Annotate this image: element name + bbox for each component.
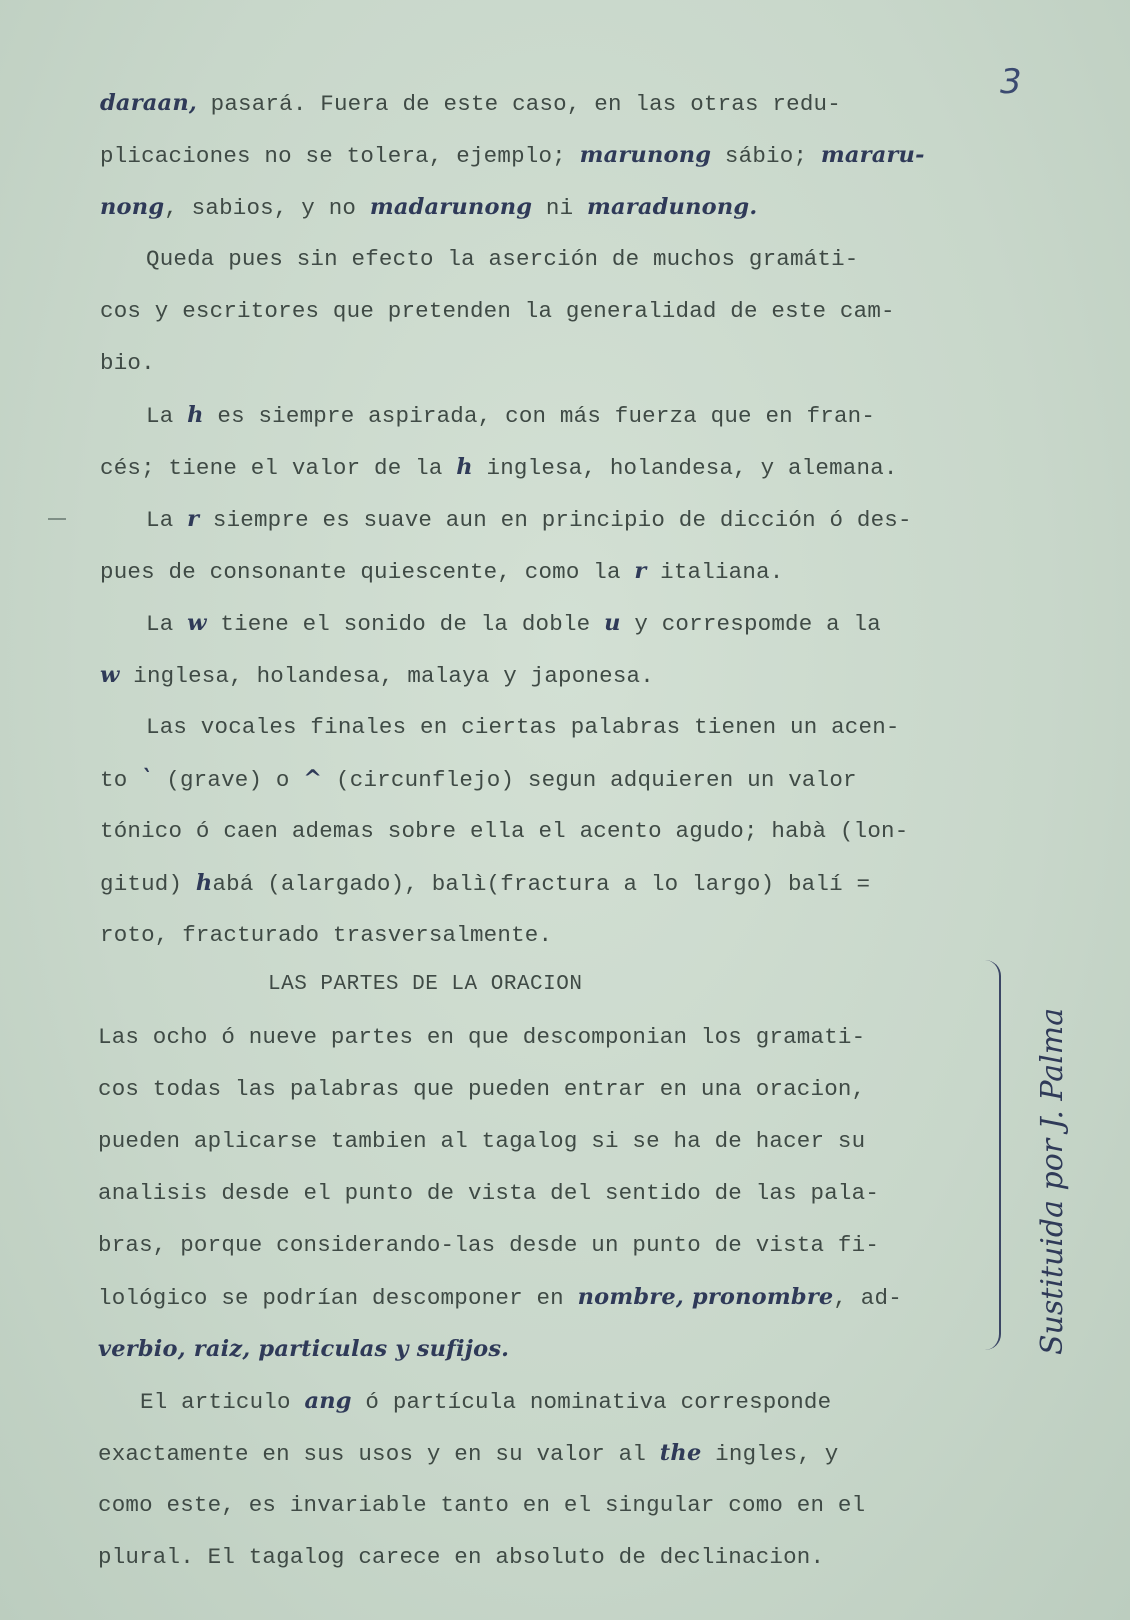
typed-text: La [146,507,188,533]
typed-text: pueden aplicarse tambien al tagalog si se ha de hacer su [98,1128,866,1154]
text-line [146,608,881,639]
text-line [98,1126,865,1156]
typed-text: italiana. [646,559,784,585]
typed-text: plicaciones no se tolera, ejemplo; [100,143,580,169]
margin-mark [48,518,66,520]
typed-text: cés; tiene el valor de la [100,455,457,481]
typed-text: El articulo [140,1389,305,1415]
text-line [98,1178,879,1208]
text-line [98,1334,509,1365]
typed-text: cos y escritores que pretenden la generalidad de este cam- [100,298,895,324]
typed-text: roto, fracturado trasversalmente. [100,922,553,948]
typed-text: inglesa, holandesa, y alemana. [472,455,898,481]
text-line [100,868,870,899]
handwritten-correction: daraan, [100,90,197,116]
typed-text: Las vocales finales en ciertas palabras tienen un acen- [146,714,900,740]
typed-text: La [146,403,188,429]
typed-text: bio. [100,350,155,376]
typed-text: sábio; [711,143,821,169]
handwritten-correction: h [456,454,473,480]
text-line [98,1542,824,1572]
typed-text: tiene el sonido de la doble [206,611,605,637]
text-line [98,1230,879,1260]
handwritten-correction: madarunong [369,194,533,220]
text-line [98,1022,865,1052]
text-line [100,296,895,326]
typed-text: ni [532,195,587,221]
text-line [100,764,857,795]
handwritten-correction: nombre, pronombre [577,1284,834,1310]
typed-text: Las ocho ó nueve partes en que descomponian los gramati- [98,1024,866,1050]
typed-text: pasará. Fuera de este caso, en las otras redu- [196,91,841,117]
typed-text: siempre es suave aun en principio de dicción ó des- [199,507,912,533]
handwritten-correction: verbio, raiz, particulas y sufijos. [98,1336,510,1362]
typed-text: cos todas las palabras que pueden entrar en una oracion, [98,1076,866,1102]
handwritten-correction: u [604,610,621,636]
typed-text: es siempre aspirada, con más fuerza que en fran- [203,403,876,429]
typed-text: tónico ó caen ademas sobre ella el acento agudo; habà (lon- [100,818,909,844]
text-line [98,1282,902,1313]
typed-text: to [100,767,142,793]
typed-text: lológico se podrían descomponer en [98,1285,578,1311]
margin-note: Sustituida por J. Palma [1035,1007,1070,1355]
handwritten-correction: h [187,402,204,428]
handwritten-correction: mararu- [820,142,925,168]
handwritten-correction: nong [100,194,165,220]
text-line [146,244,859,274]
handwritten-correction: the [659,1440,702,1466]
page-number: 3 [1000,62,1022,102]
typed-text: gitud) [100,871,196,897]
handwritten-correction: w [100,662,120,688]
text-line [100,348,155,378]
typed-text: analisis desde el punto de vista del sentido de las pala- [98,1180,880,1206]
section-heading [268,970,582,1000]
typed-text: LAS PARTES DE LA ORACION [268,973,583,996]
typed-text: , ad- [833,1285,902,1311]
typed-text: pues de consonante quiescente, como la [100,559,635,585]
typed-text: exactamente en sus usos y en su valor al [98,1441,660,1467]
handwritten-correction: ^ [303,766,323,792]
typed-text: como este, es invariable tanto en el singular como en el [98,1492,866,1518]
typed-text: ingles, y [701,1441,839,1467]
handwritten-correction: maradunong. [587,194,758,220]
text-line [100,920,552,950]
text-line [98,1074,865,1104]
text-line [100,660,654,691]
handwritten-correction: r [634,558,647,584]
text-line [146,712,900,742]
typed-text: abá (alargado), balì(fractura a lo largo) balí = [212,871,871,897]
handwritten-correction: w [187,610,207,636]
handwritten-correction: r [187,506,200,532]
typed-text: (grave) o [152,767,304,793]
handwritten-correction: ang [304,1388,352,1414]
text-line [100,452,898,483]
text-line [100,556,783,587]
text-line [100,88,841,119]
typed-text: La [146,611,188,637]
typed-text: Queda pues sin efecto la aserción de muchos gramáti- [146,246,859,272]
margin-bracket [985,960,1001,1350]
typed-text: , sabios, y no [164,195,370,221]
typed-text: bras, porque considerando-las desde un punto de vista fi- [98,1232,880,1258]
text-line [98,1438,839,1469]
text-line [100,816,908,846]
text-line [100,192,757,223]
typed-text: (circunflejo) segun adquieren un valor [322,767,857,793]
handwritten-correction: h [195,870,213,896]
handwritten-correction: ` [141,766,153,792]
text-line [146,504,912,535]
typed-text: plural. El tagalog carece en absoluto de declinacion. [98,1544,825,1570]
text-line [140,1386,831,1417]
text-line [100,140,925,171]
text-line [146,400,875,431]
typed-text: y correspomde a la [620,611,881,637]
typed-text: inglesa, holandesa, malaya y japonesa. [119,663,654,689]
handwritten-correction: marunong [579,142,712,168]
typed-text: ó partícula nominativa corresponde [351,1389,832,1415]
text-line [98,1490,865,1520]
